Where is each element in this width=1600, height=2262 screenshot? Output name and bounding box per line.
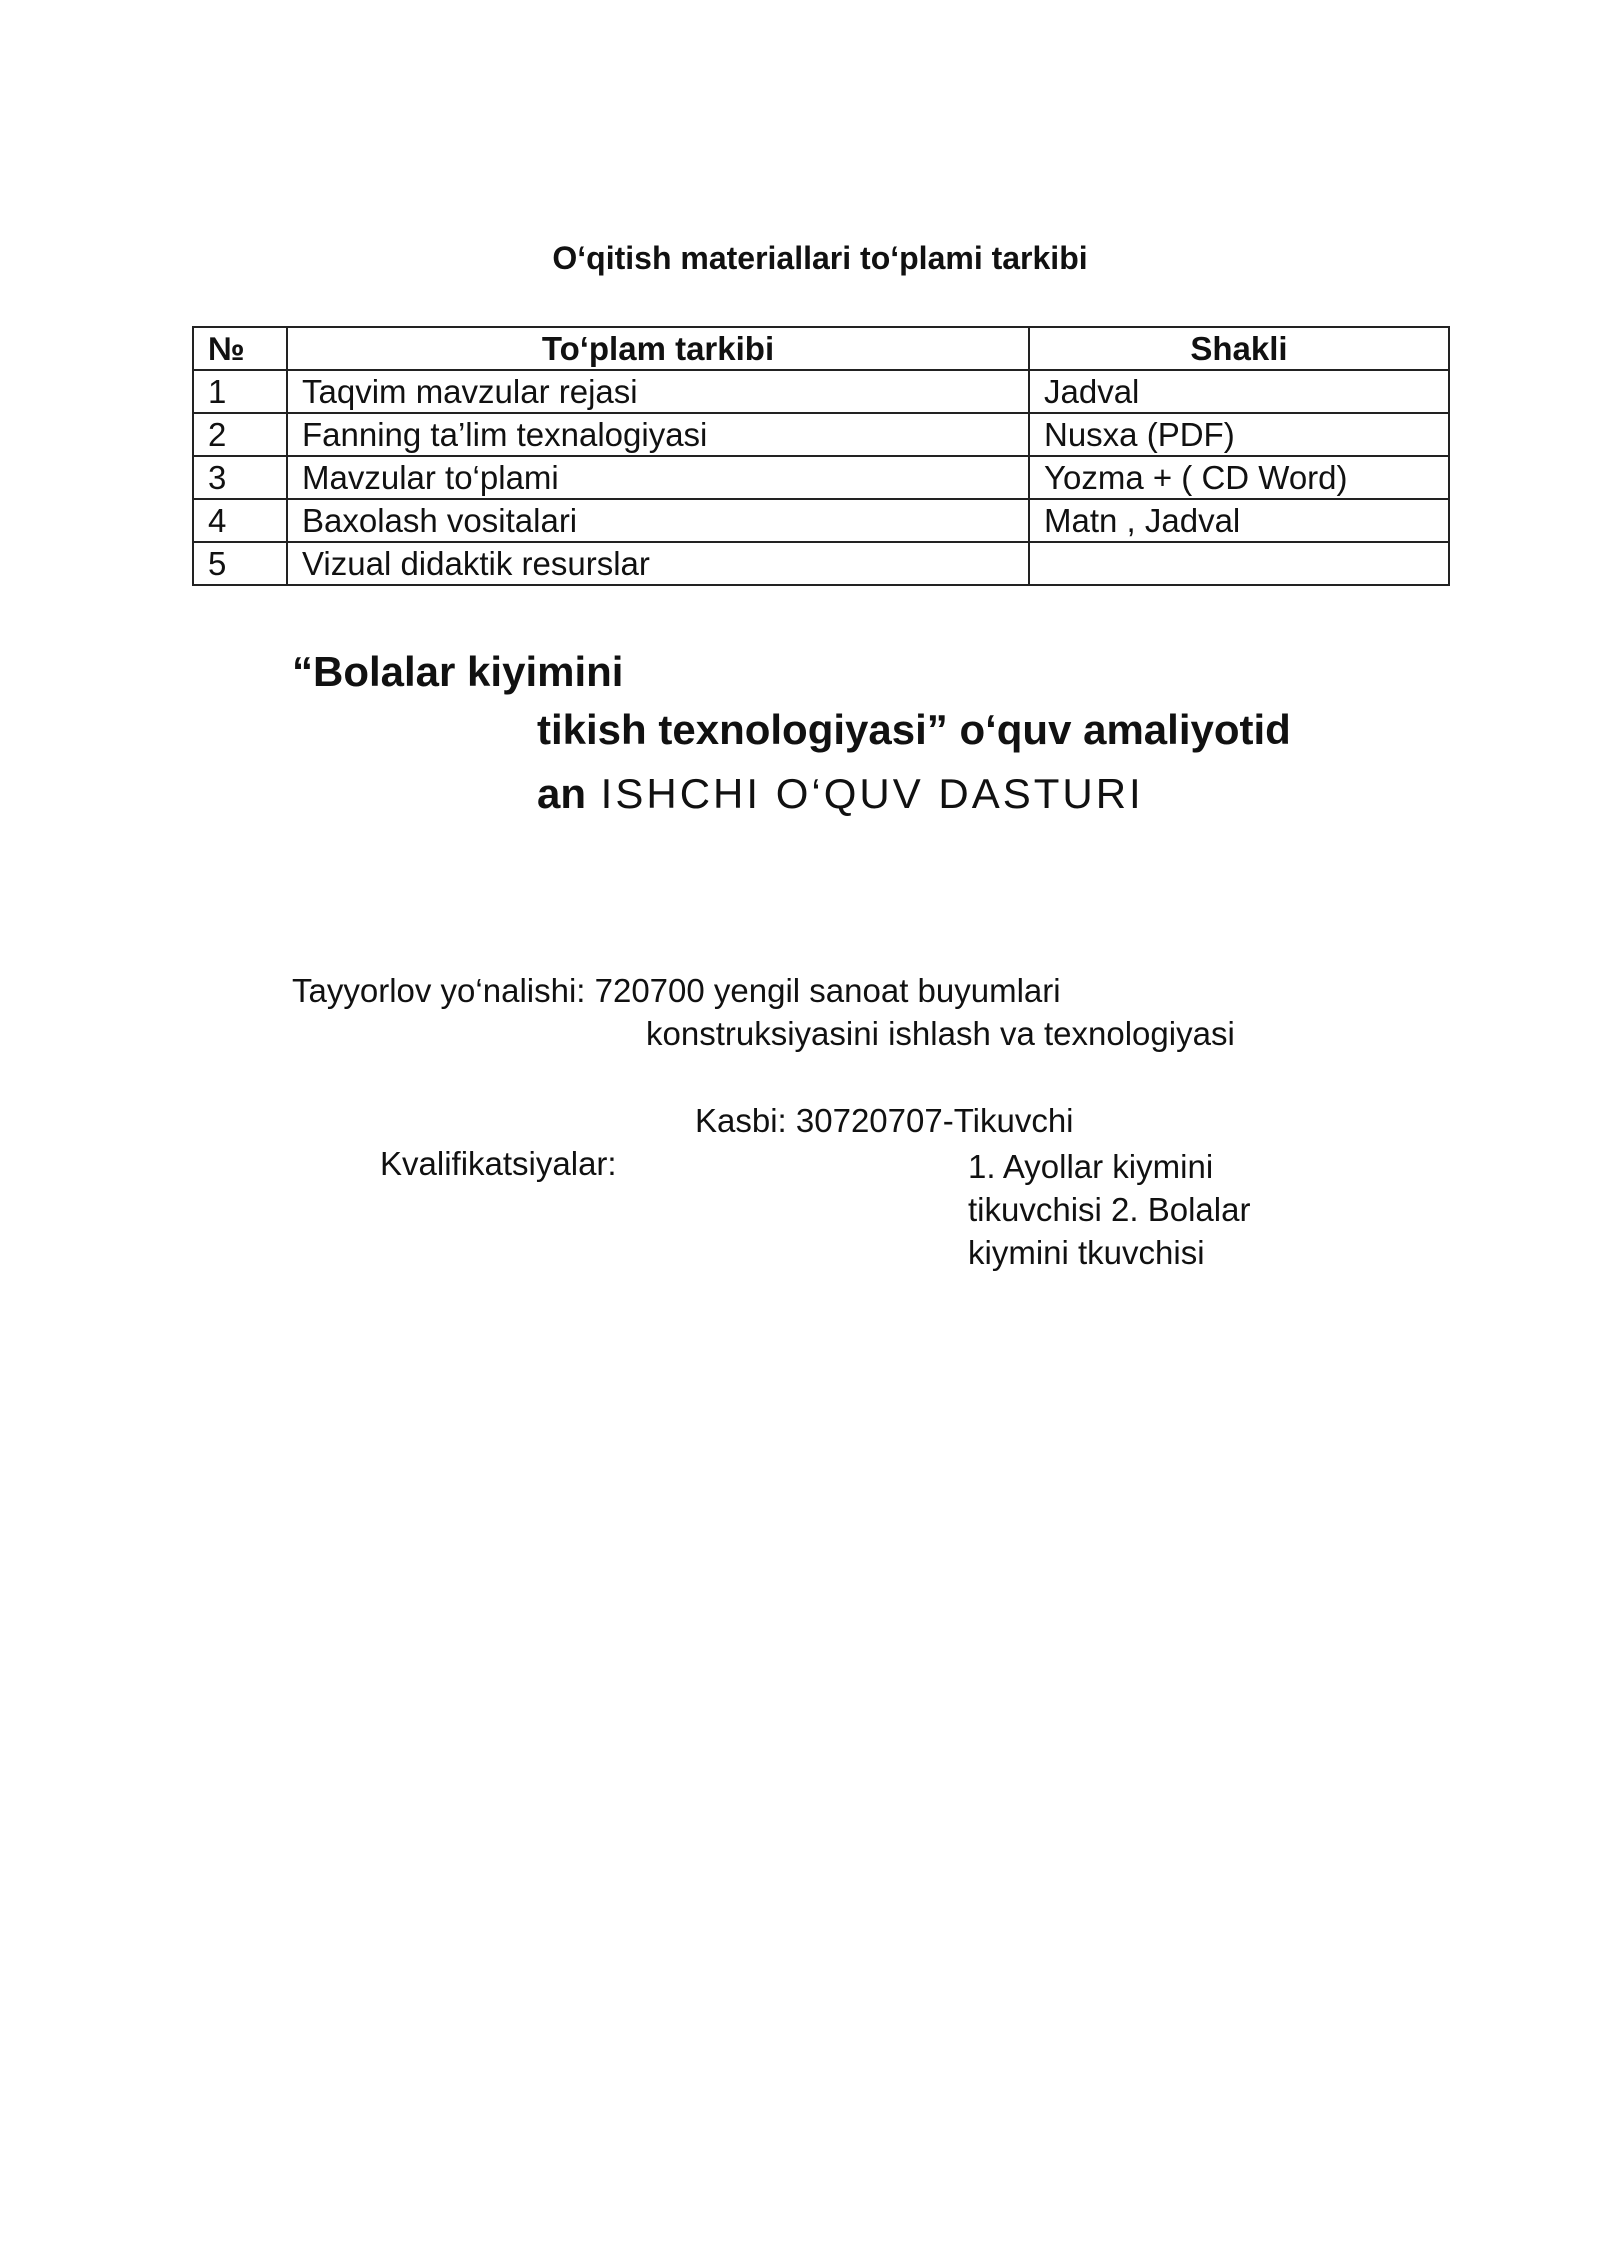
- contents-table: [192, 326, 1450, 586]
- table-row: [193, 413, 1449, 456]
- row-content: Baxolash vositalari: [287, 499, 1029, 542]
- table-row: [193, 370, 1449, 413]
- table-row: [193, 456, 1449, 499]
- row-number: 1: [193, 370, 287, 413]
- row-content: Mavzular to‘plami: [287, 456, 1029, 499]
- preparation-direction-continuation: konstruksiyasini ishlash va texnologiyasi: [646, 1015, 1235, 1052]
- program-title-line-2: tikish texnologiyasi” o‘quv amaliyotid: [537, 706, 1291, 753]
- row-form: Yozma + ( CD Word): [1029, 456, 1449, 499]
- header-content: To‘plam tarkibi: [287, 327, 1029, 370]
- row-form: [1029, 542, 1449, 585]
- profession: Kasbi: 30720707-Tikuvchi: [695, 1102, 1074, 1139]
- qualifications-value: 1. Ayollar kiymini tikuvchisi 2. Bolalar kiymini tkuvchisi: [968, 1148, 1251, 1271]
- preparation-direction: Tayyorlov yo‘nalishi: 720700 yengil sanoat buyumlari: [292, 972, 1061, 1009]
- program-title-line-3: [537, 770, 1144, 818]
- document-title: O‘qitish materiallari to‘plami tarkibi: [552, 240, 1088, 276]
- row-number: 2: [193, 413, 287, 456]
- header-form: Shakli: [1029, 327, 1449, 370]
- table-row: [193, 542, 1449, 585]
- row-content: Fanning ta’lim texnalogiyasi: [287, 413, 1029, 456]
- table-row: [193, 499, 1449, 542]
- row-number: 5: [193, 542, 287, 585]
- row-form: Matn , Jadval: [1029, 499, 1449, 542]
- row-form: Nusxa (PDF): [1029, 413, 1449, 456]
- program-title-line-1: “Bolalar kiyimini: [292, 648, 624, 695]
- table-header-row: [193, 327, 1449, 370]
- program-title-line-3-bold: an: [537, 770, 587, 817]
- row-form: Jadval: [1029, 370, 1449, 413]
- row-number: 3: [193, 456, 287, 499]
- header-number: №: [193, 327, 287, 370]
- qualifications-label: Kvalifikatsiyalar:: [380, 1145, 617, 1182]
- row-number: 4: [193, 499, 287, 542]
- row-content: Vizual didaktik resurslar: [287, 542, 1029, 585]
- row-content: Taqvim mavzular rejasi: [287, 370, 1029, 413]
- program-title-line-3-rest: ISHCHI O‘QUV DASTURI: [586, 770, 1144, 817]
